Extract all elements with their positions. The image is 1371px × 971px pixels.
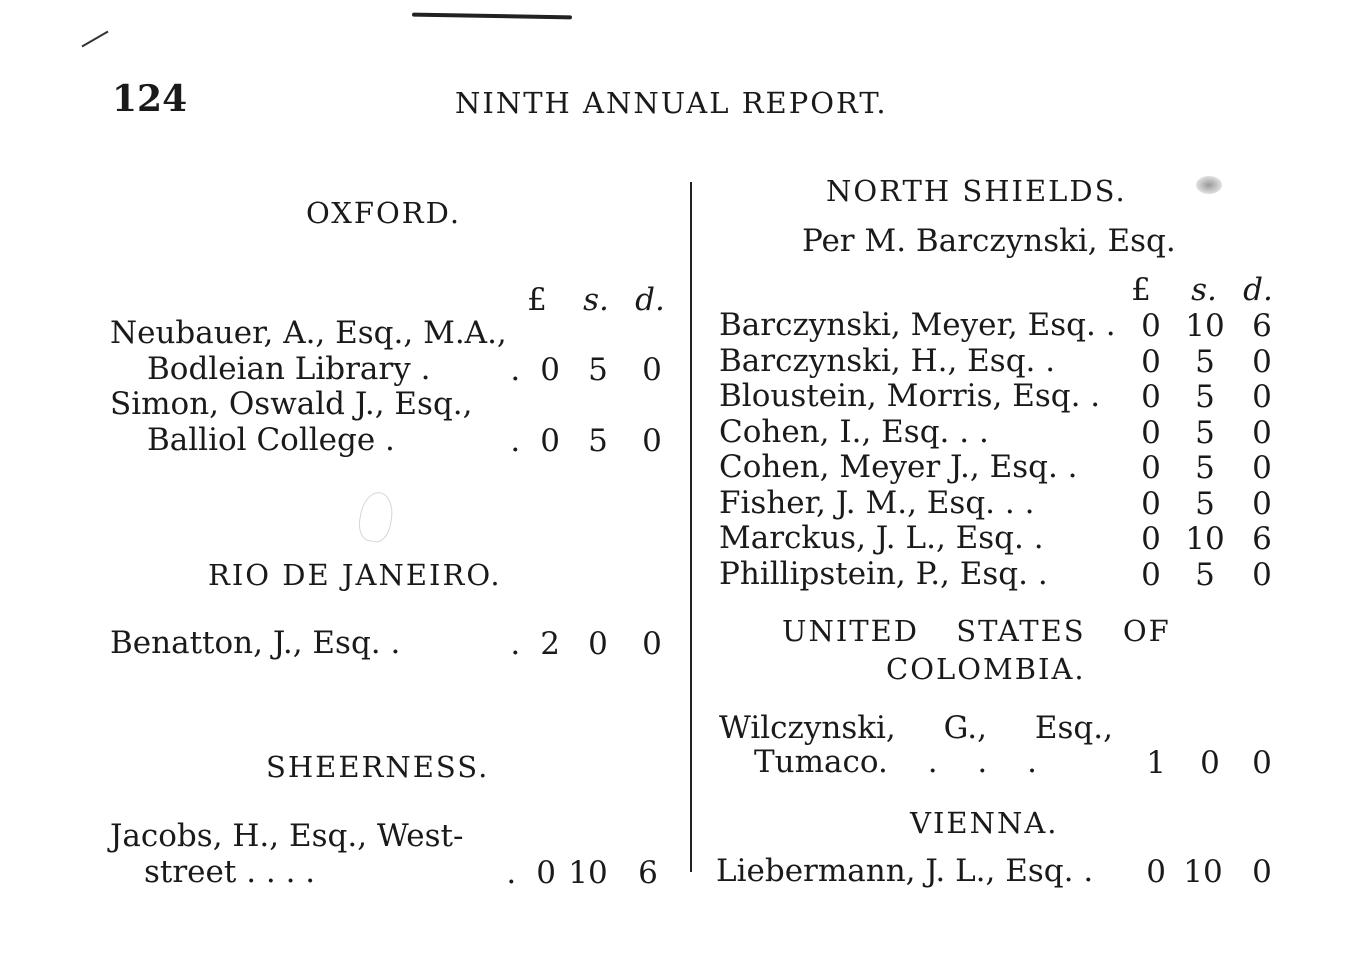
pounds-header: £ [1131,272,1151,308]
pencil-mark [356,490,396,545]
section-heading-sheerness: SHEERNESS. [266,750,490,784]
section-heading-oxford: OXFORD. [306,196,462,230]
amount-pence: 0 [1252,854,1272,890]
pence-header: d. [1243,272,1273,308]
amount-pence: 0 [642,423,662,459]
section-heading-rio-de-janeiro: RIO DE JANEIRO. [208,558,502,592]
page-number: 124 [112,78,188,120]
entry-name: Barczynski, H., Esq. . [719,343,1056,379]
amount-pounds: 0 [1146,854,1166,890]
amount-shillings: 5 [1195,557,1215,593]
amount-pence: 0 [1252,486,1272,522]
ink-tick-mark [82,31,109,48]
section-heading-colombia-cont: COLOMBIA. [886,652,1086,686]
amount-pounds: 0 [1141,344,1161,380]
amount-pence: 0 [1252,557,1272,593]
amount-pence: 6 [1252,308,1272,344]
amount-pence: 0 [642,352,662,388]
amount-pounds: . 0 [510,423,560,459]
section-heading-colombia: UNITED STATES OF [782,614,1171,648]
amount-pence: 6 [638,855,658,891]
amount-shillings: 5 [588,423,608,459]
amount-pence: 0 [642,626,662,662]
amount-pence: 0 [1252,379,1272,415]
entry-name: Wilczynski, G., Esq., [719,710,1113,746]
column-divider [690,182,692,872]
shillings-header: s. [583,282,609,318]
ink-smudge [412,13,572,20]
amount-shillings: 5 [1195,344,1215,380]
entry-name: Benatton, J., Esq. . [110,625,401,661]
amount-pounds: 1 [1146,745,1166,781]
amount-shillings: 10 [1185,521,1225,557]
entry-name-cont: street . . . . [144,854,316,890]
amount-pounds: 0 [1141,486,1161,522]
amount-shillings: 0 [588,626,608,662]
amount-shillings: 5 [588,352,608,388]
section-heading-north-shields: NORTH SHIELDS. [826,174,1127,208]
section-subheading: Per M. Barczynski, Esq. [802,223,1176,259]
entry-name: Barczynski, Meyer, Esq. . [719,307,1116,343]
amount-pounds: . 0 [510,352,560,388]
amount-pounds: . 0 [506,855,556,891]
amount-shillings: 5 [1195,415,1215,451]
entry-name: Liebermann, J. L., Esq. . [716,853,1094,889]
entry-name: Bloustein, Morris, Esq. . [719,378,1101,414]
amount-shillings: 10 [1185,308,1225,344]
entry-name: Neubauer, A., Esq., M.A., [110,315,507,351]
entry-name: Jacobs, H., Esq., West- [110,818,464,854]
amount-pounds: 0 [1141,557,1161,593]
entry-name: Simon, Oswald J., Esq., [110,386,473,422]
amount-shillings: 0 [1200,745,1220,781]
amount-pounds: 0 [1141,521,1161,557]
amount-pence: 0 [1252,415,1272,451]
amount-shillings: 10 [1183,854,1223,890]
amount-shillings: 5 [1195,379,1215,415]
amount-shillings: 10 [568,855,608,891]
amount-shillings: 5 [1195,486,1215,522]
entry-name: Fisher, J. M., Esq. . . [719,485,1035,521]
amount-shillings: 5 [1195,450,1215,486]
paper-stain [1196,176,1222,194]
pounds-header: £ [527,282,547,318]
amount-pence: 0 [1252,450,1272,486]
entry-name-cont: Balliol College . [147,422,395,458]
amount-pounds: 0 [1141,308,1161,344]
pence-header: d. [635,282,665,318]
section-heading-vienna: VIENNA. [910,806,1059,840]
amount-pence: 6 [1252,521,1272,557]
amount-pence: 0 [1252,745,1272,781]
entry-name: Marckus, J. L., Esq. . [719,520,1044,556]
amount-pounds: 0 [1141,450,1161,486]
entry-name: Cohen, Meyer J., Esq. . [719,449,1078,485]
shillings-header: s. [1191,272,1217,308]
amount-pounds: . 2 [510,626,560,662]
entry-name-cont: Tumaco. . . . [754,744,1037,780]
amount-pence: 0 [1252,344,1272,380]
amount-pounds: 0 [1141,415,1161,451]
amount-pounds: 0 [1141,379,1161,415]
page-title: NINTH ANNUAL REPORT. [455,86,888,120]
entry-name-cont: Bodleian Library . [147,351,431,387]
entry-name: Phillipstein, P., Esq. . [719,556,1048,592]
entry-name: Cohen, I., Esq. . . [719,414,989,450]
